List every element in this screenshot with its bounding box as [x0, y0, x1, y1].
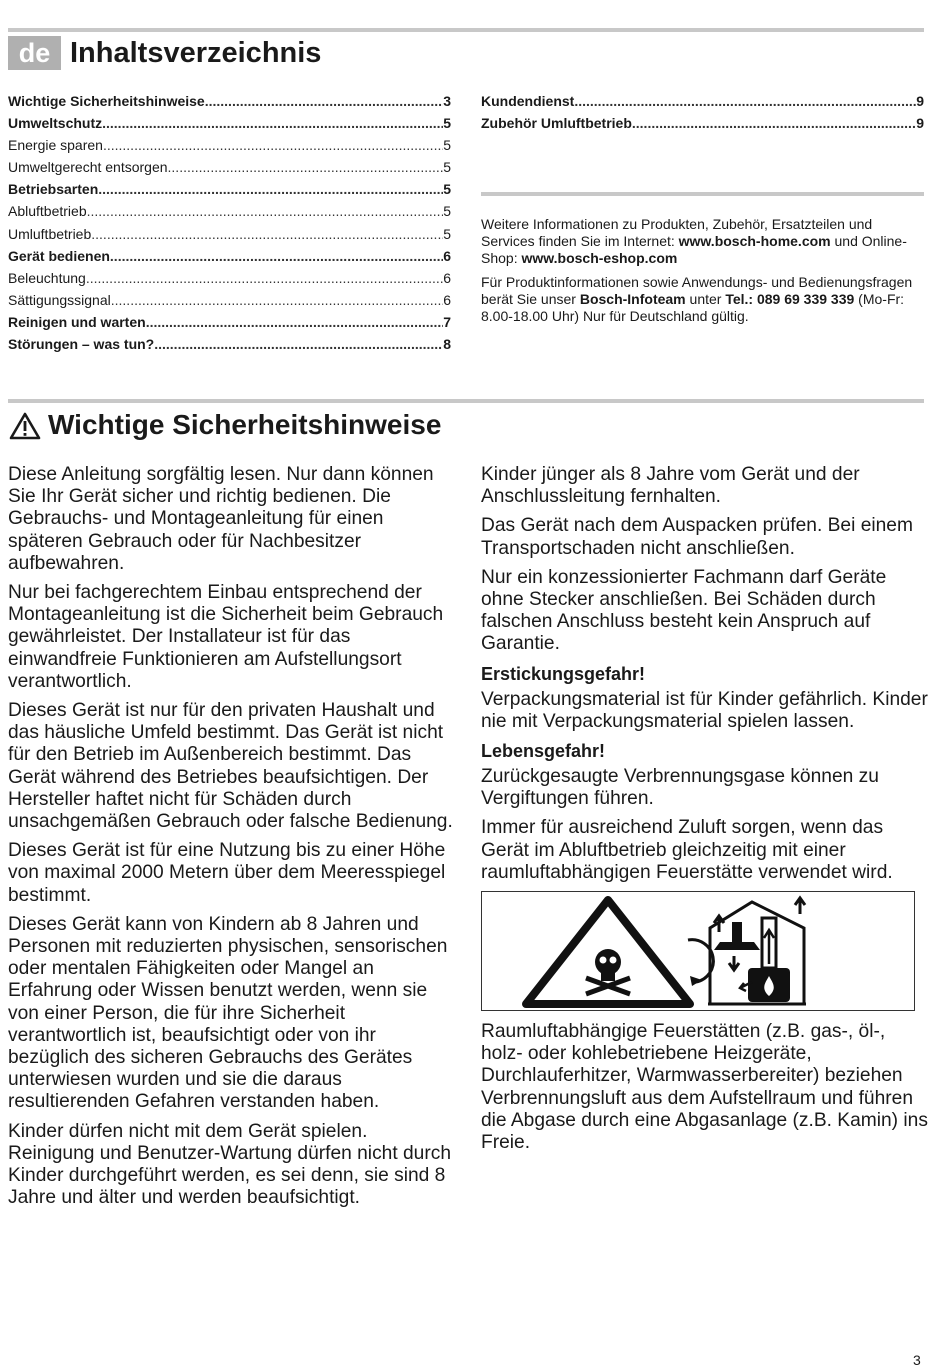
toc-leader-dots: [205, 93, 443, 109]
toc-entry-page: 5: [443, 203, 451, 220]
left-column: [8, 464, 458, 1217]
toc-entry-label: Abluftbetrieb: [8, 203, 87, 220]
toc-list-left: [8, 93, 451, 358]
toc-entry-label: Kundendienst: [481, 93, 575, 109]
exhaust-gas-warning-figure: [481, 891, 915, 1011]
paragraph: Dieses Gerät ist nur für den privaten Haushalt und das häusliche Umfeld bestimmt. Das Gerät ist nicht für den Betrieb im Außenbereich bestimmt. Das Gerät während des Betriebes beaufsichtigen. Der Hersteller haftet nicht für Schäden durch unsachgemäßen Gebrauch oder falsche Bedienung.: [8, 700, 453, 833]
toc-leader-dots: [110, 248, 443, 264]
toc-entry[interactable]: [8, 314, 451, 336]
toc-entry-page: 9: [916, 93, 924, 109]
language-badge: de: [8, 36, 61, 70]
toc-leader-dots: [154, 336, 443, 352]
toxic-warning-triangle-icon: [526, 900, 690, 1004]
paragraph: Zurückgesaugte Verbrennungsgase können zu Vergiftungen führen.: [481, 766, 879, 810]
toc-entry[interactable]: [8, 181, 451, 203]
toc-entry-page: 9: [916, 115, 924, 132]
toc-entry-label: Gerät bedienen: [8, 247, 110, 264]
heading-suffocation: Erstickungsgefahr!: [481, 663, 646, 684]
toc-entry-label: Störungen – was tun?: [8, 336, 155, 353]
toc-entry[interactable]: [8, 93, 451, 115]
toc-leader-dots: [574, 93, 916, 109]
toc-entry-page: 7: [443, 313, 451, 330]
toc-entry-label: Wichtige Sicherheitshinweise: [8, 93, 205, 109]
paragraph: Kinder jünger als 8 Jahre vom Gerät und der Anschlussleitung fernhalten.: [481, 464, 860, 508]
paragraph: Raumluftabhängige Feuerstätten (z.B. gas-, öl-, holz- oder kohlebetriebene Heizgeräte, Durchlauferhitzer, Warmwasserbereiter) beziehen Verbrennungsluft aus dem Aufstellraum und führen die Abgase durch eine Abgasanlage (z.B. Kamin) ins Freie.: [481, 1021, 928, 1154]
infoteam-name: Bosch-Infoteam: [579, 291, 686, 307]
info-paragraph-web: Weitere Informationen zu Produkten, Zubehör, Ersatzteilen und Services finden Sie im Internet: www.bosch-home.com und Online-Shop: www.bosch-eshop.com: [481, 216, 907, 266]
toc-leader-dots: [103, 137, 443, 153]
toc-title: Inhaltsverzeichnis: [70, 37, 322, 69]
toc-entry[interactable]: [8, 270, 451, 292]
toc-entry-page: 6: [443, 291, 451, 308]
toc-entry-label: Umweltschutz: [8, 115, 103, 132]
toc-entry[interactable]: [481, 115, 924, 137]
toc-entry-page: 6: [443, 269, 451, 286]
warning-triangle-icon: [9, 412, 41, 440]
section-divider: [8, 399, 924, 403]
toc-leader-dots: [86, 270, 443, 286]
toc-leader-dots: [168, 159, 444, 175]
exhaust-gas-illustration: [482, 892, 914, 1010]
extractor-hood-icon: [714, 922, 760, 970]
toc-leader-dots: [91, 226, 443, 242]
toc-entry-label: Umluftbetrieb: [8, 225, 92, 242]
paragraph: Immer für ausreichend Zuluft sorgen, wenn das Gerät im Abluftbetrieb gleichzeitig mit einer raumluftabhängigen Feuerstätte verwendet wird.: [481, 817, 893, 883]
paragraph: Dieses Gerät kann von Kindern ab 8 Jahren und Personen mit reduzierten physischen, sensorischen oder mentalen Fähigkeiten oder Mangel an Erfahrung oder Wissen benutzt werden, wenn sie von einer Person, die für ihre Sicherheit verantwortlich ist, beaufsichtigt oder von ihr bezüglich des sicheren Gebrauchs des Gerätes unterwiesen wurden und sie die daraus resultierenden Gefahren verstanden haben.: [8, 913, 448, 1113]
paragraph: Diese Anleitung sorgfältig lesen. Nur dann können Sie Ihr Gerät sicher und richtig bedienen. Die Gebrauchs- und Montageanleitung für einen späteren Gebrauch oder für Nachbesitzer aufbewahren.: [8, 464, 434, 574]
toc-leader-dots: [87, 203, 444, 219]
section-title: Wichtige Sicherheitshinweise: [48, 409, 442, 440]
toc-entry-page: 6: [443, 247, 451, 264]
link-bosch-home[interactable]: www.bosch-home.com: [678, 233, 831, 249]
toc-entry-page: 5: [443, 115, 451, 132]
info-divider: [481, 192, 924, 196]
paragraph: Das Gerät nach dem Auspacken prüfen. Bei einem Transportschaden nicht anschließen.: [481, 515, 913, 559]
fireplace-icon: [740, 918, 790, 1002]
toc-entry[interactable]: [8, 137, 451, 159]
toc-leader-dots: [102, 115, 443, 131]
heading-danger-to-life: Lebensgefahr!: [481, 741, 606, 762]
toc-leader-dots: [98, 181, 443, 197]
toc-entry[interactable]: [8, 226, 451, 248]
toc-entry-page: 5: [443, 159, 451, 176]
toc-entry[interactable]: [8, 336, 451, 358]
toc-entry-label: Beleuchtung: [8, 269, 86, 286]
toc-entry[interactable]: [8, 292, 451, 314]
toc-entry[interactable]: [8, 159, 451, 181]
toc-entry-label: Sättigungssignal: [8, 291, 111, 308]
top-divider: [8, 28, 924, 32]
toc-entry-label: Umweltgerecht entsorgen: [8, 159, 168, 176]
toc-leader-dots: [632, 115, 916, 131]
toc-list-right: [481, 93, 924, 137]
toc-entry-page: 3: [443, 93, 451, 109]
paragraph: Nur bei fachgerechtem Einbau entsprechend der Montageanleitung ist die Sicherheit beim Gebrauch gewährleistet. Der Installateur ist für das einwandfreie Funktionieren am Aufstellungsort verantwortlich.: [8, 582, 444, 692]
toc-entry[interactable]: [481, 93, 924, 115]
page-number: 3: [913, 1352, 921, 1368]
toc-entry-label: Energie sparen: [8, 137, 103, 154]
toc-entry[interactable]: [8, 203, 451, 225]
toc-entry-page: 8: [443, 336, 451, 353]
toc-entry-page: 5: [443, 225, 451, 242]
paragraph: Dieses Gerät ist für eine Nutzung bis zu einer Höhe von maximal 2000 Metern über dem Meeresspiegel bestimmt.: [8, 840, 446, 906]
toc-leader-dots: [111, 292, 443, 308]
toc-entry-page: 5: [443, 181, 451, 198]
paragraph: Kinder dürfen nicht mit dem Gerät spielen. Reinigung und Benutzer-Wartung dürfen nicht durch Kinder durchgeführt werden, es sei denn, sie sind 8 Jahre und älter und werden beaufsichtigt.: [8, 1120, 451, 1209]
toc-entry-page: 5: [443, 137, 451, 154]
toc-entry-label: Reinigen und warten: [8, 313, 146, 330]
toc-entry[interactable]: [8, 115, 451, 137]
right-column: [481, 464, 931, 1161]
paragraph: Nur ein konzessionierter Fachmann darf Geräte ohne Stecker anschließen. Bei Schäden durch falschen Anschluss besteht kein Anspruch auf Garantie.: [481, 566, 887, 655]
toc-entry-label: Betriebsarten: [8, 181, 99, 198]
phone-number: Tel.: 089 69 339 339: [725, 291, 855, 307]
info-paragraph-hotline: Für Produktinformationen sowie Anwendungs- und Bedienungsfragen berät Sie unser Bosch-Infoteam unter Tel.: 089 69 339 339 (Mo-Fr: 8.00-18.00 Uhr) Nur für Deutschland gültig.: [481, 274, 913, 324]
link-bosch-eshop[interactable]: www.bosch-eshop.com: [521, 250, 678, 266]
toc-leader-dots: [146, 314, 444, 330]
toc-entry-label: Zubehör Umluftbetrieb: [481, 115, 632, 132]
toc-entry[interactable]: [8, 248, 451, 270]
paragraph: Verpackungsmaterial ist für Kinder gefährlich. Kinder nie mit Verpackungsmaterial spielen lassen.: [481, 688, 928, 732]
